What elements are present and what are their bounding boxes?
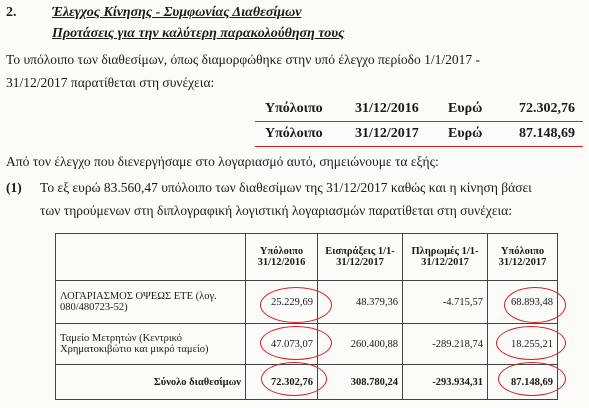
total-cell: -293.934,31	[403, 365, 488, 400]
red-circle-annotation	[261, 362, 327, 396]
cell: 68.893,48	[488, 281, 558, 324]
section-number: 2.	[6, 5, 17, 20]
balance-label: Υπόλοιπο	[265, 101, 323, 116]
balance-date: 31/12/2017	[355, 126, 419, 141]
red-circle-annotation	[496, 326, 566, 360]
point-number: (1)	[6, 180, 22, 195]
table-header-cell: Πληρωμές 1/1-31/12/2017	[403, 234, 488, 281]
cell: 18.255,21	[488, 324, 558, 365]
intro-line-1: Το υπόλοιπο των διαθεσίμων, όπως διαμορφώθηκε στην υπό έλεγχο περίοδο 1/1/2017 -	[6, 52, 480, 67]
total-cell: 72.302,76	[246, 365, 318, 400]
red-underline	[255, 121, 583, 122]
table-header-cell: Εισπράξεις 1/1-31/12/2017	[318, 234, 403, 281]
red-circle-annotation	[504, 287, 566, 323]
cell: -289.218,74	[403, 324, 488, 365]
balance-label: Υπόλοιπο	[265, 126, 323, 141]
table-header-cell: Υπόλοιπο 31/12/2017	[488, 234, 558, 281]
cell: -4.715,57	[403, 281, 488, 324]
red-underline	[255, 146, 583, 147]
red-circle-annotation	[260, 287, 332, 323]
red-circle-annotation	[498, 362, 566, 396]
balance-amount: 87.148,69	[519, 126, 575, 141]
balance-row	[255, 124, 583, 146]
row-label: ΛΟΓΑΡΙΑΣΜΟΣ ΟΨΕΩΣ ΕΤΕ (λογ. 080/480723-52)	[56, 281, 246, 324]
total-cell: 87.148,69	[488, 365, 558, 400]
balance-amount: 72.302,76	[519, 101, 575, 116]
cell: 47.073,07	[246, 324, 318, 365]
point-line-1: Το εξ ευρώ 83.560,47 υπόλοιπο των διαθεσίμων της 31/12/2017 καθώς και η κίνηση βάσει	[40, 180, 532, 195]
findings-intro: Από τον έλεγχο που διενεργήσαμε στο λογαριασμό αυτό, σημειώνουμε τα εξής:	[6, 154, 439, 169]
balance-currency: Ευρώ	[448, 101, 483, 116]
section-title: Έλεγχος Κίνησης - Συμφωνίας Διαθεσίμων	[52, 5, 302, 20]
section-subtitle: Προτάσεις για την καλύτερη παρακολούθηση τους	[52, 26, 345, 41]
red-circle-annotation	[260, 326, 332, 360]
cell: 260.400,88	[318, 324, 403, 365]
balance-row	[255, 99, 583, 121]
table-header-cell	[56, 234, 246, 281]
row-label: Ταμείο Μετρητών (Κεντρικό Χρηματοκιβώτιο και μικρό ταμείο)	[56, 324, 246, 365]
cell: 48.379,36	[318, 281, 403, 324]
balance-date: 31/12/2016	[355, 101, 419, 116]
cell: 25.229,69	[246, 281, 318, 324]
table-header-row	[56, 234, 558, 281]
table-header-cell: Υπόλοιπο 31/12/2016	[246, 234, 318, 281]
balance-summary	[255, 99, 583, 154]
total-label: Σύνολο διαθεσίμων	[56, 365, 246, 400]
total-cell: 308.780,24	[318, 365, 403, 400]
balance-currency: Ευρώ	[448, 126, 483, 141]
intro-line-2: 31/12/2017 παρατίθεται στη συνέχεια:	[6, 75, 215, 90]
point-line-2: των τηρούμενων στη διπλογραφική λογιστική λογαριασμών παρατίθεται στη συνέχεια:	[40, 203, 513, 218]
